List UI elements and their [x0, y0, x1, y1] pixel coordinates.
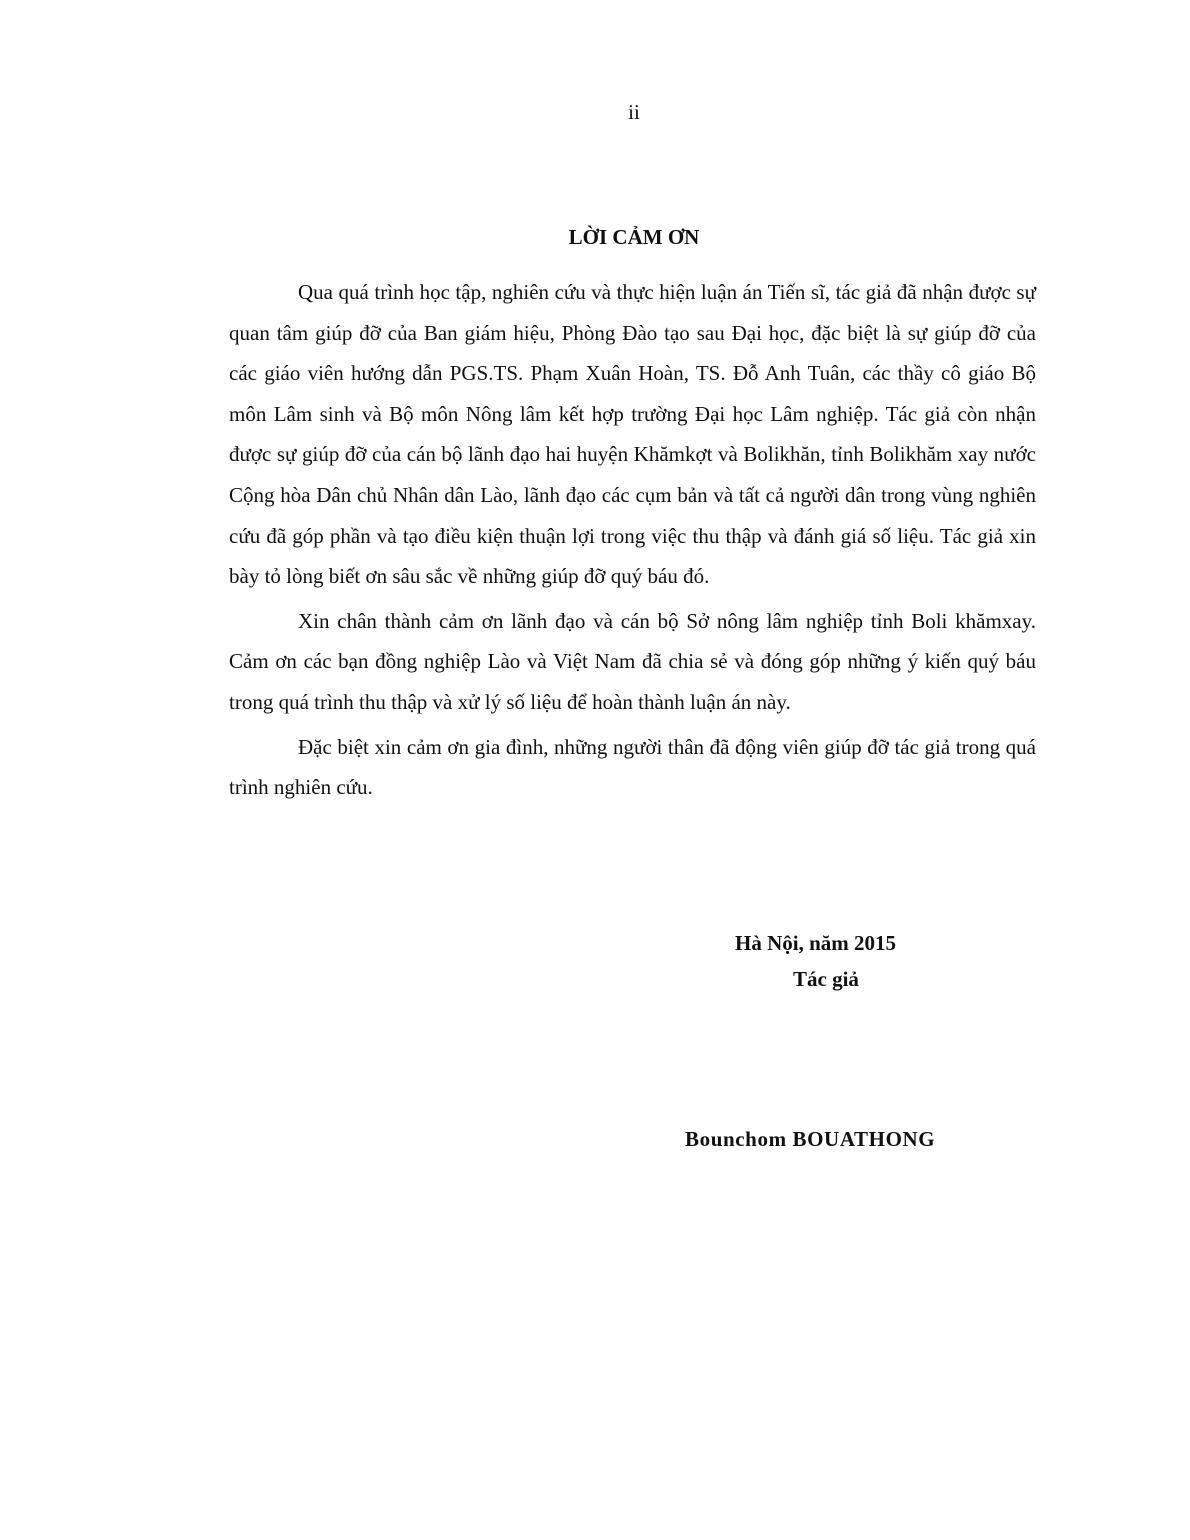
page-number: ii [628, 100, 640, 124]
paragraph-1: Qua quá trình học tập, nghiên cứu và thực hiện luận án Tiến sĩ, tác giả đã nhận được sự quan tâm giúp đỡ của Ban giám hiệu, Phòng Đào tạo sau Đại học, đặc biệt là sự giúp đỡ của các giáo viên hướng dẫn PGS.TS. Phạm Xuân Hoàn, TS. Đỗ Anh Tuân, các thầy cô giáo Bộ môn Lâm sinh và Bộ môn Nông lâm kết hợp trường Đại học Lâm nghiệp. Tác giả còn nhận được sự giúp đỡ của cán bộ lãnh đạo hai huyện Khămkợt và Bolikhăn, tỉnh Bolikhăm xay nước Cộng hòa Dân chủ Nhân dân Lào, lãnh đạo các cụm bản và tất cả người dân trong vùng nghiên cứu đã góp phần và tạo điều kiện thuận lợi trong việc thu thập và đánh giá số liệu. Tác giả xin bày tỏ lòng biết ơn sâu sắc về những giúp đỡ quý báu đó. [229, 280, 1036, 589]
signature-name: Bounchom BOUATHONG [685, 1127, 936, 1151]
paragraph-2: Xin chân thành cảm ơn lãnh đạo và cán bộ Sở nông lâm nghiệp tỉnh Boli khămxay. Cảm ơn các bạn đồng nghiệp Lào và Việt Nam đã chia sẻ và đóng góp những ý kiến quý báu trong quá trình thu thập và xử lý số liệu để hoàn thành luận án này. [229, 608, 1036, 714]
acknowledgement-body [229, 272, 1036, 812]
paragraph-3: Đặc biệt xin cảm ơn gia đình, những người thân đã động viên giúp đỡ tác giả trong quá trình nghiên cứu. [229, 734, 1036, 800]
signature-place-date: Hà Nội, năm 2015 [735, 931, 897, 955]
signature-role: Tác giả [793, 967, 859, 991]
page-title: LỜI CẢM ƠN [568, 225, 700, 249]
